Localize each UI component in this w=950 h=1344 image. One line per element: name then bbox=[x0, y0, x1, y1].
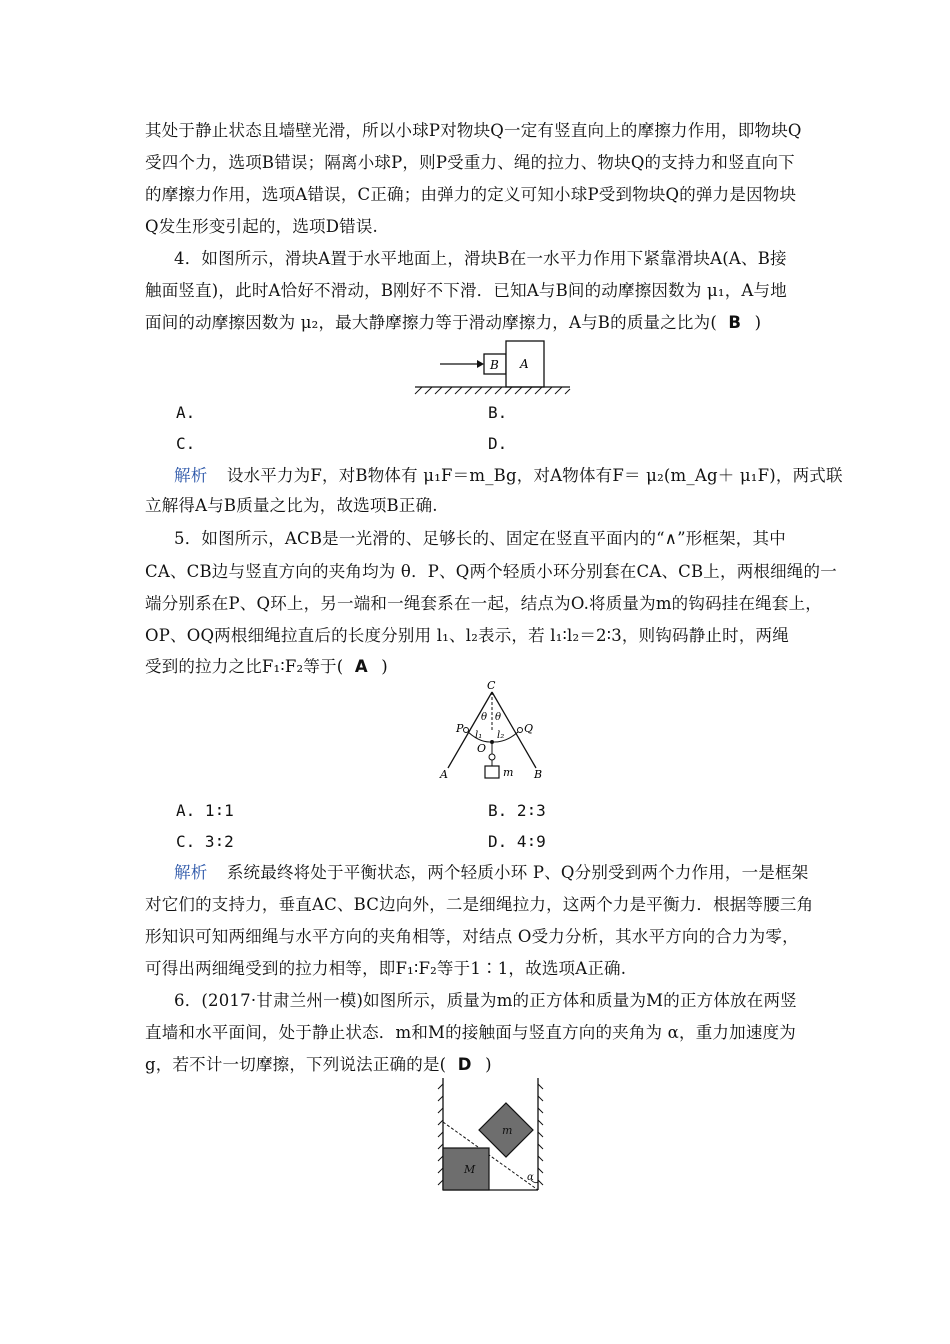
q5-label-c: C bbox=[487, 679, 496, 692]
q4-analysis-text: 设水平力为F，对B物体有 μ₁F＝m_Bg，对A物体有F＝ μ₂(m_Ag＋ μ₁F)，两式联 bbox=[226, 466, 843, 485]
q5-label-theta-right: θ bbox=[495, 712, 502, 723]
q5-label-a: A bbox=[440, 768, 448, 781]
q5-option-b: B. 2∶3 bbox=[488, 801, 546, 820]
q6-line-2: 直墙和水平面间，处于静止状态．m和M的接触面与竖直方向的夹角为 α，重力加速度为 bbox=[145, 1023, 796, 1042]
q5-option-d: D. 4∶9 bbox=[488, 832, 546, 851]
q4-line-1: 4．如图所示，滑块A置于水平地面上，滑块B在一水平力作用下紧靠滑块A(A、B接 bbox=[174, 249, 787, 268]
prev-line-2: 受四个力，选项B错误；隔离小球P，则P受重力、绳的拉力、物块Q的支持力和竖直向下 bbox=[145, 153, 795, 172]
q4-figure bbox=[410, 338, 580, 400]
q5-analysis-label: 解析 bbox=[174, 863, 208, 882]
q5-label-o: O bbox=[477, 742, 487, 755]
q5-figure bbox=[430, 680, 560, 810]
q5-line-2: CA、CB边与竖直方向的夹角均为 θ．P、Q两个轻质小环分别套在CA、CB上，两根细绳的一 bbox=[145, 562, 837, 581]
q4-block-a-label: A bbox=[520, 357, 529, 371]
prev-line-3: 的摩擦力作用，选项A错误，C正确；由弹力的定义可知小球P受到物块Q的弹力是因物块 bbox=[145, 185, 797, 204]
q4-block-b-label: B bbox=[490, 358, 499, 372]
q5-analysis-line-4: 可得出两细绳受到的拉力相等，即F₁∶F₂等于1∶1，故选项A正确. bbox=[145, 959, 627, 978]
q5-option-a: A. 1∶1 bbox=[176, 801, 234, 820]
q4-close-paren: ) bbox=[754, 313, 762, 332]
q4-option-a: A. bbox=[176, 403, 196, 422]
q6-label-m: m bbox=[502, 1124, 513, 1137]
q5-label-l2: l₂ bbox=[497, 730, 505, 741]
q6-line-3 bbox=[145, 1055, 492, 1075]
q4-analysis-line-2: 立解得A与B质量之比为，故选项B正确. bbox=[145, 496, 438, 515]
q6-label-big-m: M bbox=[464, 1163, 476, 1176]
q6-label-alpha: α bbox=[527, 1172, 534, 1183]
q5-line-1: 5．如图所示，ACB是一光滑的、足够长的、固定在竖直平面内的“∧”形框架，其中 bbox=[174, 529, 786, 548]
q5-line-3: 端分别系在P、Q环上，另一端和一绳套系在一起，结点为O.将质量为m的钩码挂在绳套上， bbox=[145, 594, 822, 613]
q6-stem-text: g，若不计一切摩擦，下列说法正确的是( bbox=[145, 1055, 447, 1074]
q4-line-3 bbox=[145, 313, 761, 333]
q5-label-q: Q bbox=[524, 722, 534, 735]
q4-option-c: C. bbox=[176, 434, 196, 453]
q5-analysis-text: 系统最终将处于平衡状态，两个轻质小环 P、Q分别受到两个力作用，一是框架 bbox=[226, 863, 809, 882]
q4-analysis-line-1 bbox=[174, 466, 843, 486]
q5-option-c: C. 3∶2 bbox=[176, 832, 234, 851]
q5-close-paren: ) bbox=[381, 657, 388, 676]
q5-analysis-line-3: 形知识可知两细绳与水平方向的夹角相等，对结点 O受力分析，其水平方向的合力为零， bbox=[145, 927, 799, 946]
q5-label-l1: l₁ bbox=[475, 730, 483, 741]
q4-line-2: 触面竖直)，此时A恰好不滑动，B刚好不下滑．已知A与B间的动摩擦因数为 μ₁，A与地 bbox=[145, 281, 787, 300]
q5-answer: A bbox=[354, 657, 368, 676]
q6-figure bbox=[435, 1076, 545, 1196]
q5-analysis-line-2: 对它们的支持力，垂直AC、BC边向外，二是细绳拉力，这两个力是平衡力．根据等腰三角 bbox=[145, 895, 814, 914]
q5-line-4: OP、OQ两根细绳拉直后的长度分别用 l₁、l₂表示，若 l₁∶l₂＝2∶3，则钩码静止时，两绳 bbox=[145, 626, 789, 645]
q5-label-m: m bbox=[503, 766, 514, 779]
q6-close-paren: ) bbox=[485, 1055, 492, 1074]
q4-option-b: B. bbox=[488, 403, 508, 422]
q5-line-5 bbox=[145, 657, 388, 677]
q5-stem-text: 受到的拉力之比F₁∶F₂等于( bbox=[145, 657, 344, 676]
q5-label-b: B bbox=[534, 768, 543, 781]
q4-analysis-label: 解析 bbox=[174, 466, 208, 485]
q6-line-1: 6．(2017·甘肃兰州一模)如图所示，质量为m的正方体和质量为M的正方体放在两竖 bbox=[174, 991, 797, 1010]
q5-label-p: P bbox=[456, 722, 464, 735]
q6-answer: D bbox=[457, 1055, 472, 1074]
q4-option-d: D. bbox=[488, 434, 508, 453]
q4-answer: B bbox=[728, 313, 742, 332]
q5-analysis-line-1 bbox=[174, 863, 808, 883]
q5-label-theta-left: θ bbox=[481, 712, 488, 723]
q4-stem-text: 面间的动摩擦因数为 μ₂，最大静摩擦力等于滑动摩擦力，A与B的质量之比为( bbox=[145, 313, 717, 332]
prev-line-4: Q发生形变引起的，选项D错误. bbox=[145, 217, 379, 236]
prev-line-1: 其处于静止状态且墙壁光滑，所以小球P对物块Q一定有竖直向上的摩擦力作用，即物块Q bbox=[145, 121, 802, 140]
